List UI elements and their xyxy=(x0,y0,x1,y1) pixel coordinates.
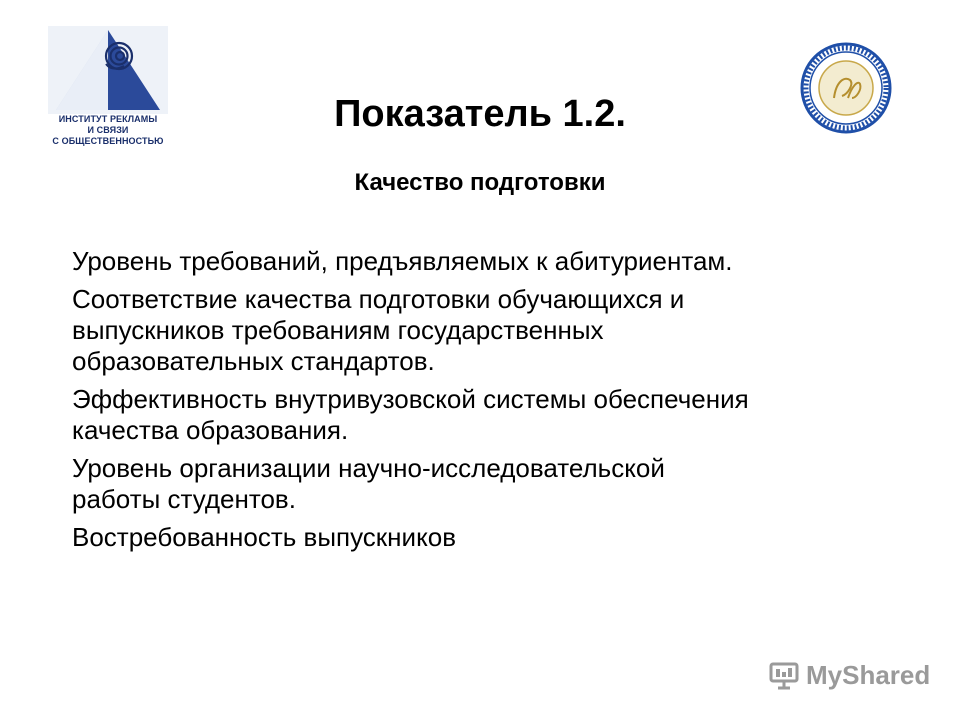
slide-title: Показатель 1.2. xyxy=(334,93,626,135)
list-item-line: работы студентов. xyxy=(72,484,296,514)
list-item-line: выпускников требованиям государственных xyxy=(72,315,604,345)
list-item xyxy=(72,453,922,515)
list-item xyxy=(72,284,922,377)
slide-subtitle: Качество подготовки xyxy=(354,169,606,196)
list-item xyxy=(72,522,922,553)
logo-line: С ОБЩЕСТВЕННОСТЬЮ xyxy=(52,136,164,146)
presentation-icon xyxy=(768,659,800,691)
indicator-list xyxy=(72,246,922,560)
list-item-line: Уровень организации научно-исследовательской xyxy=(72,453,665,483)
list-item xyxy=(72,246,922,277)
list-item-line: Востребованность выпускников xyxy=(72,522,457,552)
logo-line: ИНСТИТУТ РЕКЛАМЫ xyxy=(58,114,158,124)
list-item-line: качества образования. xyxy=(72,415,349,445)
list-item-line: Уровень требований, предъявляемых к абитуриентам. xyxy=(72,246,733,276)
logo-line: И СВЯЗИ xyxy=(87,125,129,135)
list-item xyxy=(72,384,922,446)
list-item-line: Соответствие качества подготовки обучающихся и xyxy=(72,284,685,314)
watermark[interactable] xyxy=(768,656,938,694)
list-item-line: Эффективность внутривузовской системы обеспечения xyxy=(72,384,749,414)
watermark-text: MyShared xyxy=(806,659,931,690)
list-item-line: образовательных стандартов. xyxy=(72,346,435,376)
